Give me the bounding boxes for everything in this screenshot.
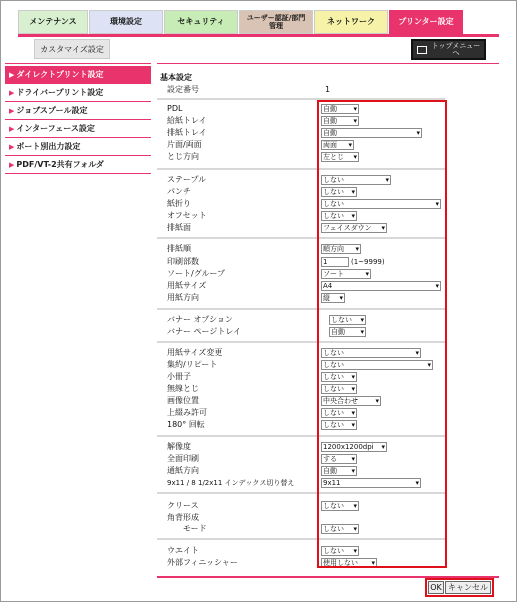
sort-group-select[interactable]: ソート ▾ — [321, 269, 371, 279]
copies-input[interactable]: 1 — [321, 257, 349, 267]
square-back-mode-select[interactable]: しない ▾ — [321, 524, 359, 534]
tab-security[interactable]: セキュリティ — [164, 10, 238, 34]
square-back-mode-label: モード — [183, 524, 207, 533]
setting-number-label: 設定番号 — [167, 85, 199, 94]
perfect-binding-select[interactable]: しない ▾ — [321, 384, 357, 394]
sidebar-item-interface[interactable] — [5, 120, 151, 138]
sort-group-label: ソート/グループ — [167, 269, 226, 278]
cancel-button[interactable]: キャンセル — [445, 581, 491, 594]
pdl-select[interactable]: 自動 ▾ — [321, 104, 359, 114]
punch-select[interactable]: しない ▾ — [321, 187, 357, 197]
size-change-label: 用紙サイズ変更 — [167, 348, 223, 357]
fold-label: 紙折り — [167, 199, 191, 208]
square-back-label: 角背形成 — [167, 513, 199, 522]
arrow-icon: ▶ — [9, 142, 15, 151]
sidebar-item-label: ポート別出力設定 — [16, 142, 81, 151]
sidebar-item-driver-print[interactable] — [5, 84, 151, 102]
size-change-select[interactable]: しない ▾ — [321, 348, 421, 358]
sidebar — [5, 66, 151, 174]
sidebar-item-direct-print[interactable] — [5, 66, 151, 84]
staple-label: ステープル — [167, 175, 207, 184]
offset-select[interactable]: しない ▾ — [321, 211, 357, 221]
setting-number-value: 1 — [325, 85, 331, 94]
resolution-select[interactable]: 1200x1200dpi ▾ — [321, 442, 387, 452]
feed-direction-select[interactable]: 自動 ▾ — [321, 466, 357, 476]
sidebar-item-pdfvt2-folder[interactable] — [5, 156, 151, 174]
arrow-icon: ▶ — [9, 106, 15, 115]
output-face-label: 排紙面 — [167, 223, 191, 232]
highlight-box — [317, 100, 447, 568]
external-finisher-label: 外部フィニッシャー — [167, 558, 238, 567]
sidebar-item-label: ダイレクトプリント設定 — [16, 70, 104, 79]
resolution-label: 解像度 — [167, 442, 191, 451]
pdl-label: PDL — [167, 104, 183, 113]
banner-tray-label: バナー ページトレイ — [167, 327, 241, 336]
output-tray-select[interactable]: 自動 ▾ — [321, 128, 422, 138]
full-bleed-label: 全面印刷 — [167, 454, 199, 463]
full-bleed-select[interactable]: する ▾ — [321, 454, 357, 464]
duplex-label: 片面/両面 — [167, 140, 202, 149]
sidebar-item-port-output[interactable] — [5, 138, 151, 156]
booklet-label: 小冊子 — [167, 372, 191, 381]
rotate-180-select[interactable]: しない ▾ — [321, 420, 357, 430]
output-order-label: 排紙順 — [167, 244, 191, 253]
paper-tray-label: 給紙トレイ — [167, 116, 207, 125]
overwrite-permit-label: 上綴み許可 — [167, 408, 207, 417]
tab-printer-settings[interactable]: プリンター設定 — [389, 10, 463, 34]
offset-label: オフセット — [167, 211, 207, 220]
sidebar-top-line — [5, 63, 151, 64]
paper-size-select[interactable]: A4 ▾ — [321, 281, 441, 291]
duplex-select[interactable]: 両面 ▾ — [321, 140, 354, 150]
tab-customize[interactable]: カスタマイズ設定 — [34, 39, 110, 59]
index-switch-select[interactable]: 9x11 ▾ — [321, 478, 421, 488]
index-switch-label: 9x11 / 8 1/2x11 インデックス切り替え — [167, 478, 295, 487]
binding-direction-select[interactable]: 左とじ ▾ — [321, 152, 359, 162]
punch-label: パンチ — [167, 187, 191, 196]
copies-range: (1~9999) — [351, 257, 385, 266]
section-title: 基本設定 — [160, 73, 192, 82]
banner-option-select[interactable]: しない ▾ — [329, 315, 366, 325]
arrow-icon: ▶ — [9, 70, 15, 79]
overwrite-permit-select[interactable]: しない ▾ — [321, 408, 357, 418]
ok-button[interactable]: OK — [428, 581, 444, 594]
tab-environment[interactable]: 環境設定 — [89, 10, 163, 34]
booklet-select[interactable]: しない ▾ — [321, 372, 357, 382]
copies-label: 印刷部数 — [167, 257, 199, 266]
crease-label: クリース — [167, 501, 199, 510]
nup-repeat-label: 集約/リピート — [167, 360, 218, 369]
paper-direction-select[interactable]: 縦 ▾ — [321, 293, 345, 303]
paper-tray-select[interactable]: 自動 ▾ — [321, 116, 359, 126]
image-position-label: 画像位置 — [167, 396, 199, 405]
arrow-icon: ▶ — [9, 124, 15, 133]
arrow-icon: ▶ — [9, 160, 15, 169]
binding-direction-label: とじ方向 — [167, 152, 199, 161]
top-menu-label: トップメニューへ — [431, 41, 481, 57]
fold-select[interactable]: しない ▾ — [321, 199, 441, 209]
output-tray-label: 排紙トレイ — [167, 128, 207, 137]
sidebar-item-label: PDF/VT-2共有フォルダ — [16, 160, 104, 169]
tab-user-auth[interactable]: ユーザー認証/部門管理 — [239, 10, 313, 34]
image-position-select[interactable]: 中央合わせ ▾ — [321, 396, 381, 406]
tab-network[interactable]: ネットワーク — [314, 10, 388, 34]
menu-icon — [417, 46, 427, 54]
feed-direction-label: 通紙方向 — [167, 466, 199, 475]
sidebar-item-label: インターフェース設定 — [16, 124, 95, 133]
main-top-line — [157, 63, 499, 64]
tab-underline — [18, 34, 499, 37]
sidebar-item-label: ドライバープリント設定 — [16, 88, 104, 97]
sidebar-item-job-spool[interactable] — [5, 102, 151, 120]
weight-select[interactable]: しない ▾ — [321, 546, 359, 556]
paper-size-label: 用紙サイズ — [167, 281, 207, 290]
paper-direction-label: 用紙方向 — [167, 293, 199, 302]
banner-tray-select[interactable]: 自動 ▾ — [329, 327, 366, 337]
top-menu-button[interactable] — [411, 39, 486, 60]
external-finisher-select[interactable]: 使用しない ▾ — [321, 558, 377, 568]
sidebar-item-label: ジョブスプール設定 — [16, 106, 88, 115]
output-face-select[interactable]: フェイスダウン ▾ — [321, 223, 387, 233]
output-order-select[interactable]: 順方向 ▾ — [321, 244, 361, 254]
weight-label: ウエイト — [167, 546, 199, 555]
arrow-icon: ▶ — [9, 88, 15, 97]
nup-repeat-select[interactable]: しない ▾ — [321, 360, 433, 370]
rotate-180-label: 180° 回転 — [167, 420, 205, 429]
staple-select[interactable]: しない ▾ — [321, 175, 391, 185]
perfect-binding-label: 無線とじ — [167, 384, 199, 393]
tab-maintenance[interactable]: メンテナンス — [18, 10, 88, 34]
banner-option-label: バナー オプション — [167, 315, 233, 324]
crease-select[interactable]: しない ▾ — [321, 501, 359, 511]
